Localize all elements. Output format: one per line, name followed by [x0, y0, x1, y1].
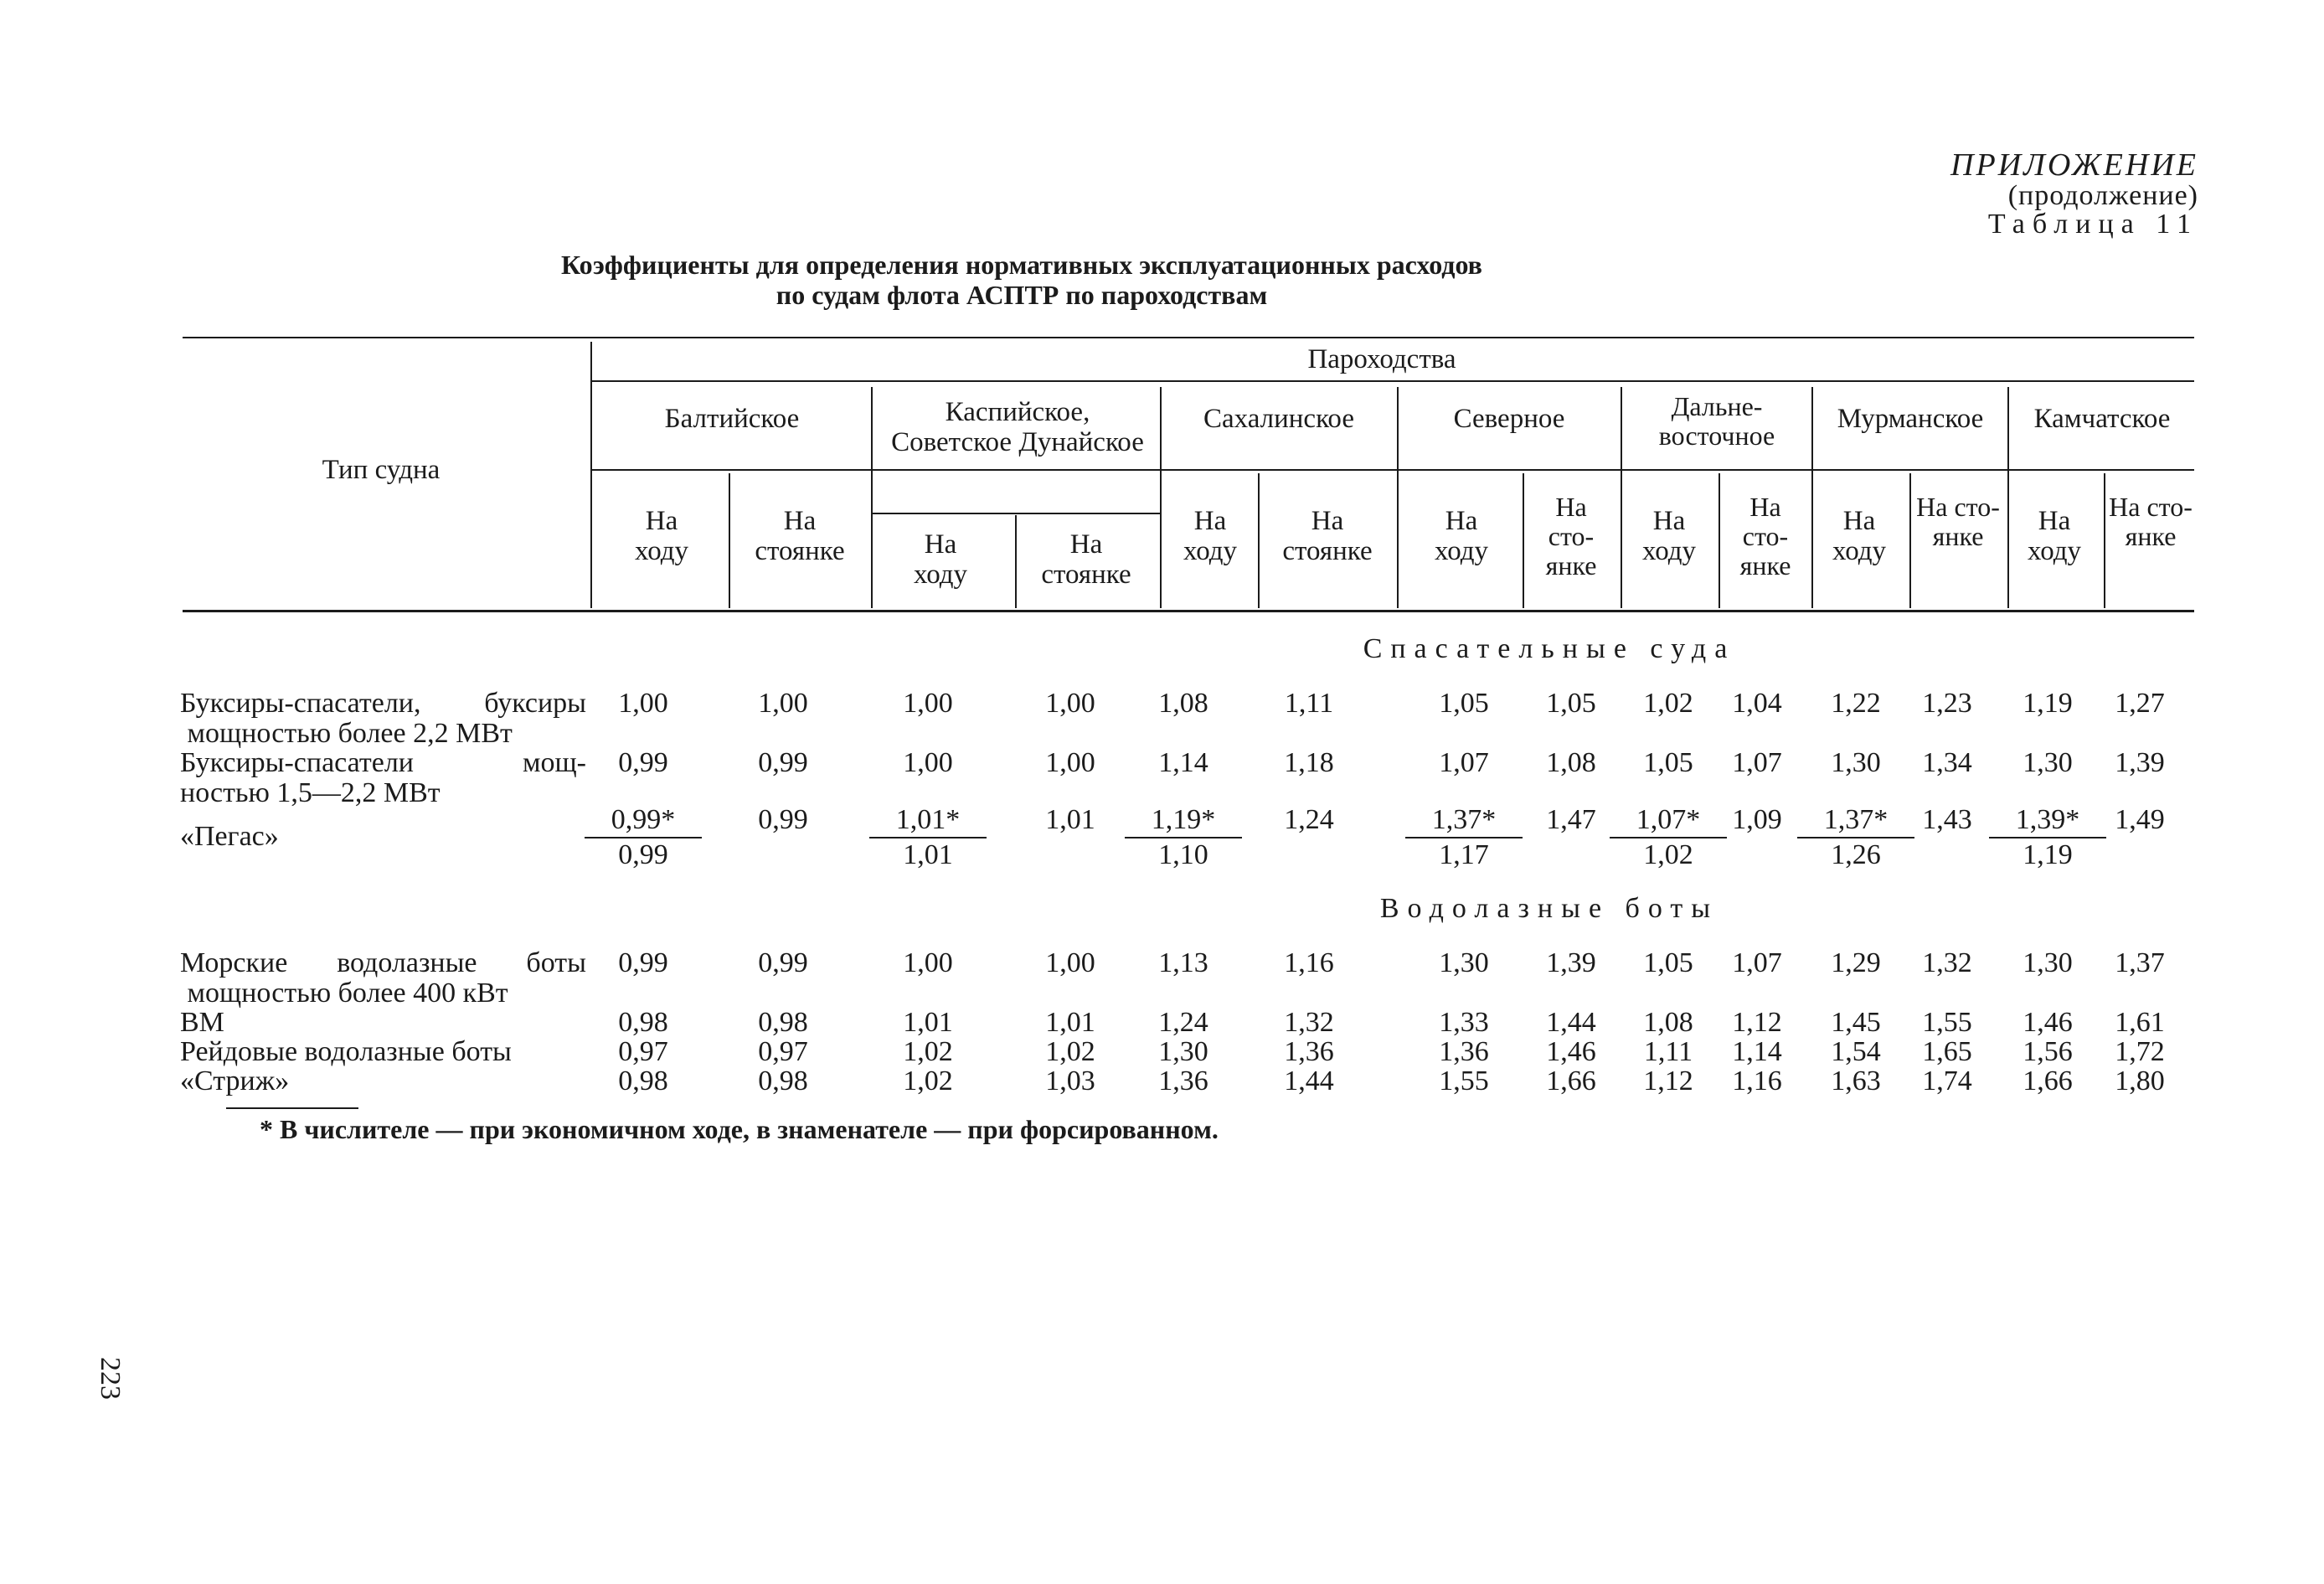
col-divider: [1719, 473, 1720, 608]
row-label-line: Буксиры-спасатели, буксиры: [180, 688, 586, 719]
value-cell: 1,30: [2023, 747, 2073, 778]
value-cell: 1,54: [1831, 1036, 1881, 1067]
fraction-denominator: 1,01: [903, 839, 953, 870]
table-title: [519, 250, 1524, 311]
value-cell: 1,22: [1831, 688, 1881, 719]
sub-at-anchor: На стоянке: [755, 506, 845, 567]
sub-at-anchor: На сто-янке: [1739, 492, 1791, 581]
value-cell: 1,14: [1732, 1036, 1782, 1067]
sub-on-move: На ходу: [1832, 506, 1887, 567]
col-divider: [1160, 387, 1162, 608]
sub-at-anchor: На стоянке: [1282, 506, 1373, 567]
row-label: «Пегас»: [180, 821, 279, 852]
value-cell: 0,99: [758, 804, 808, 835]
row-label-line: мощностью более 2,2 МВт: [180, 718, 513, 749]
value-cell: 1,16: [1284, 947, 1334, 978]
value-cell: 1,12: [1732, 1007, 1782, 1038]
value-cell: 1,08: [1643, 1007, 1693, 1038]
value-cell: 1,02: [903, 1065, 953, 1096]
value-cell: 1,24: [1284, 804, 1334, 835]
type-col-divider: [590, 342, 592, 608]
value-cell: 1,07: [1732, 947, 1782, 978]
row-label: ВМ: [180, 1007, 224, 1038]
subheader-rule: [592, 469, 2194, 471]
row-label-line: Буксиры-спасатели мощ-: [180, 747, 586, 778]
value-cell: 0,99: [618, 747, 668, 778]
group-rule: [592, 380, 2194, 382]
table-number: Таблица 11: [1987, 209, 2198, 240]
value-cell: 0,97: [618, 1036, 668, 1067]
value-cell: 1,36: [1158, 1065, 1208, 1096]
value-cell: 1,33: [1439, 1007, 1489, 1038]
fraction-denominator: 1,19: [2023, 839, 2073, 870]
value-cell: 0,98: [618, 1065, 668, 1096]
sub-on-move: На ходу: [634, 506, 689, 567]
value-cell: 1,13: [1158, 947, 1208, 978]
value-cell: 0,98: [758, 1007, 808, 1038]
group-header: Пароходства: [1307, 344, 1456, 374]
value-cell: 1,32: [1284, 1007, 1334, 1038]
col-divider: [1258, 473, 1260, 608]
value-cell: 1,05: [1643, 947, 1693, 978]
row-label: «Стриж»: [180, 1065, 290, 1096]
fraction-numerator: 1,19*: [1125, 805, 1242, 838]
fraction-denominator: 1,02: [1643, 839, 1693, 870]
col-divider: [2104, 473, 2105, 608]
value-cell: 1,34: [1922, 747, 1972, 778]
company-caspian: Каспийское, Советское Дунайское: [891, 397, 1144, 458]
company-kamchatka: Камчатское: [2033, 404, 2171, 434]
section-title: Водолазные боты: [1379, 893, 1719, 924]
company-baltic: Балтийское: [664, 404, 800, 434]
fraction-numerator: 1,37*: [1405, 805, 1523, 838]
value-cell: 1,74: [1922, 1065, 1972, 1096]
value-cell: 0,97: [758, 1036, 808, 1067]
appendix-heading: [1950, 149, 2198, 240]
row-label: [180, 748, 586, 808]
col-divider: [729, 473, 730, 608]
value-cell: 1,66: [1546, 1065, 1596, 1096]
value-cell: 1,46: [1546, 1036, 1596, 1067]
fraction-numerator: 1,39*: [1989, 805, 2106, 838]
fraction-numerator: 1,07*: [1610, 805, 1727, 838]
table-top-rule: [183, 337, 2194, 338]
value-cell: 1,07: [1732, 747, 1782, 778]
fraction-cell: [585, 805, 702, 870]
value-cell: 1,36: [1439, 1036, 1489, 1067]
value-cell: 1,09: [1732, 804, 1782, 835]
value-cell: 1,01: [903, 1007, 953, 1038]
footnote: * В числителе — при экономичном ходе, в знаменателе — при форсированном.: [260, 1114, 1219, 1144]
value-cell: 1,01: [1045, 1007, 1095, 1038]
footnote-rule: [226, 1107, 358, 1109]
value-cell: 1,55: [1922, 1007, 1972, 1038]
value-cell: 1,29: [1831, 947, 1881, 978]
value-cell: 1,39: [2115, 747, 2165, 778]
title-line-2: по судам флота АСПТР по пароходствам: [776, 280, 1268, 311]
value-cell: 1,30: [1439, 947, 1489, 978]
sub-at-anchor: На сто-янке: [1916, 492, 2000, 552]
col-divider: [1523, 473, 1524, 608]
sub-on-move: На ходу: [1434, 506, 1489, 567]
value-cell: 1,00: [758, 688, 808, 719]
value-cell: 1,24: [1158, 1007, 1208, 1038]
col-divider: [1015, 515, 1017, 608]
fraction-cell: [869, 805, 987, 870]
value-cell: 1,30: [2023, 947, 2073, 978]
value-cell: 1,61: [2115, 1007, 2165, 1038]
value-cell: 1,19: [2023, 688, 2073, 719]
value-cell: 1,11: [1284, 688, 1334, 719]
sub-at-anchor: На сто-янке: [1545, 492, 1597, 581]
value-cell: 1,66: [2023, 1065, 2073, 1096]
title-line-1: Коэффициенты для определения нормативных эксплуатационных расходов: [561, 250, 1482, 280]
company-far-east: Дальне-восточное: [1658, 391, 1775, 451]
value-cell: 1,00: [903, 688, 953, 719]
value-cell: 1,44: [1284, 1065, 1334, 1096]
value-cell: 1,63: [1831, 1065, 1881, 1096]
col-divider: [871, 387, 873, 608]
fraction-denominator: 1,26: [1831, 839, 1881, 870]
value-cell: 1,05: [1546, 688, 1596, 719]
value-cell: 1,32: [1922, 947, 1972, 978]
value-cell: 1,08: [1546, 747, 1596, 778]
value-cell: 1,02: [903, 1036, 953, 1067]
fraction-denominator: 1,10: [1158, 839, 1208, 870]
page-number: 223: [95, 1357, 126, 1400]
value-cell: 1,11: [1643, 1036, 1693, 1067]
value-cell: 1,56: [2023, 1036, 2073, 1067]
value-cell: 1,44: [1546, 1007, 1596, 1038]
sub-at-anchor: На стоянке: [1041, 529, 1131, 591]
sub-on-move: На ходу: [913, 529, 968, 591]
value-cell: 1,46: [2023, 1007, 2073, 1038]
value-cell: 1,18: [1284, 747, 1334, 778]
fraction-cell: [1125, 805, 1242, 870]
fraction-numerator: 1,01*: [869, 805, 987, 838]
value-cell: 1,14: [1158, 747, 1208, 778]
fraction-numerator: 1,37*: [1797, 805, 1914, 838]
sub-on-move: На ходу: [1183, 506, 1238, 567]
value-cell: 1,16: [1732, 1065, 1782, 1096]
fraction-numerator: 0,99*: [585, 805, 702, 838]
fraction-denominator: 1,17: [1439, 839, 1489, 870]
value-cell: 0,99: [618, 947, 668, 978]
value-cell: 1,00: [1045, 688, 1095, 719]
value-cell: 0,99: [758, 747, 808, 778]
sub-at-anchor: На сто-янке: [2109, 492, 2193, 552]
value-cell: 1,04: [1732, 688, 1782, 719]
fraction-cell: [1405, 805, 1523, 870]
value-cell: 1,39: [1546, 947, 1596, 978]
appendix-label: ПРИЛОЖЕНИЕ: [1950, 147, 2198, 183]
value-cell: 1,03: [1045, 1065, 1095, 1096]
value-cell: 1,45: [1831, 1007, 1881, 1038]
value-cell: 1,00: [903, 747, 953, 778]
value-cell: 1,43: [1922, 804, 1972, 835]
value-cell: 0,98: [758, 1065, 808, 1096]
value-cell: 1,00: [1045, 747, 1095, 778]
col-divider: [1909, 473, 1911, 608]
row-label-line: мощностью более 400 кВт: [180, 978, 508, 1009]
sub-on-move: На ходу: [2027, 506, 2082, 567]
value-cell: 1,47: [1546, 804, 1596, 835]
value-cell: 1,00: [903, 947, 953, 978]
row-label-line: ностью 1,5—2,2 МВт: [180, 777, 441, 808]
value-cell: 1,05: [1439, 688, 1489, 719]
type-column-header: Тип судна: [322, 455, 441, 485]
value-cell: 1,36: [1284, 1036, 1334, 1067]
row-label-line: Морские водолазные боты: [180, 947, 586, 978]
value-cell: 1,01: [1045, 804, 1095, 835]
value-cell: 1,07: [1439, 747, 1489, 778]
value-cell: 0,99: [758, 947, 808, 978]
company-murmansk: Мурманское: [1837, 404, 1984, 434]
value-cell: 1,37: [2115, 947, 2165, 978]
caspian-subrule: [871, 513, 1160, 514]
appendix-continuation: (продолжение): [2007, 179, 2198, 211]
section-title: Спасательные суда: [1363, 633, 1736, 664]
row-label: [180, 689, 586, 749]
value-cell: 1,80: [2115, 1065, 2165, 1096]
value-cell: 1,12: [1643, 1065, 1693, 1096]
value-cell: 1,02: [1643, 688, 1693, 719]
company-north: Северное: [1453, 404, 1565, 434]
value-cell: 1,23: [1922, 688, 1972, 719]
value-cell: 1,55: [1439, 1065, 1489, 1096]
value-cell: 1,30: [1831, 747, 1881, 778]
row-label: Рейдовые водолазные боты: [180, 1036, 512, 1067]
value-cell: 1,05: [1643, 747, 1693, 778]
value-cell: 1,27: [2115, 688, 2165, 719]
value-cell: 1,00: [1045, 947, 1095, 978]
fraction-denominator: 0,99: [618, 839, 668, 870]
header-bottom-rule: [183, 610, 2194, 612]
value-cell: 1,72: [2115, 1036, 2165, 1067]
value-cell: 1,65: [1922, 1036, 1972, 1067]
value-cell: 1,02: [1045, 1036, 1095, 1067]
value-cell: 1,00: [618, 688, 668, 719]
company-sakhalin: Сахалинское: [1203, 404, 1354, 434]
fraction-cell: [1989, 805, 2106, 870]
value-cell: 1,08: [1158, 688, 1208, 719]
col-divider: [1621, 387, 1622, 608]
sub-on-move: На ходу: [1641, 506, 1697, 567]
row-label: [180, 948, 586, 1009]
value-cell: 1,49: [2115, 804, 2165, 835]
value-cell: 0,98: [618, 1007, 668, 1038]
value-cell: 1,30: [1158, 1036, 1208, 1067]
